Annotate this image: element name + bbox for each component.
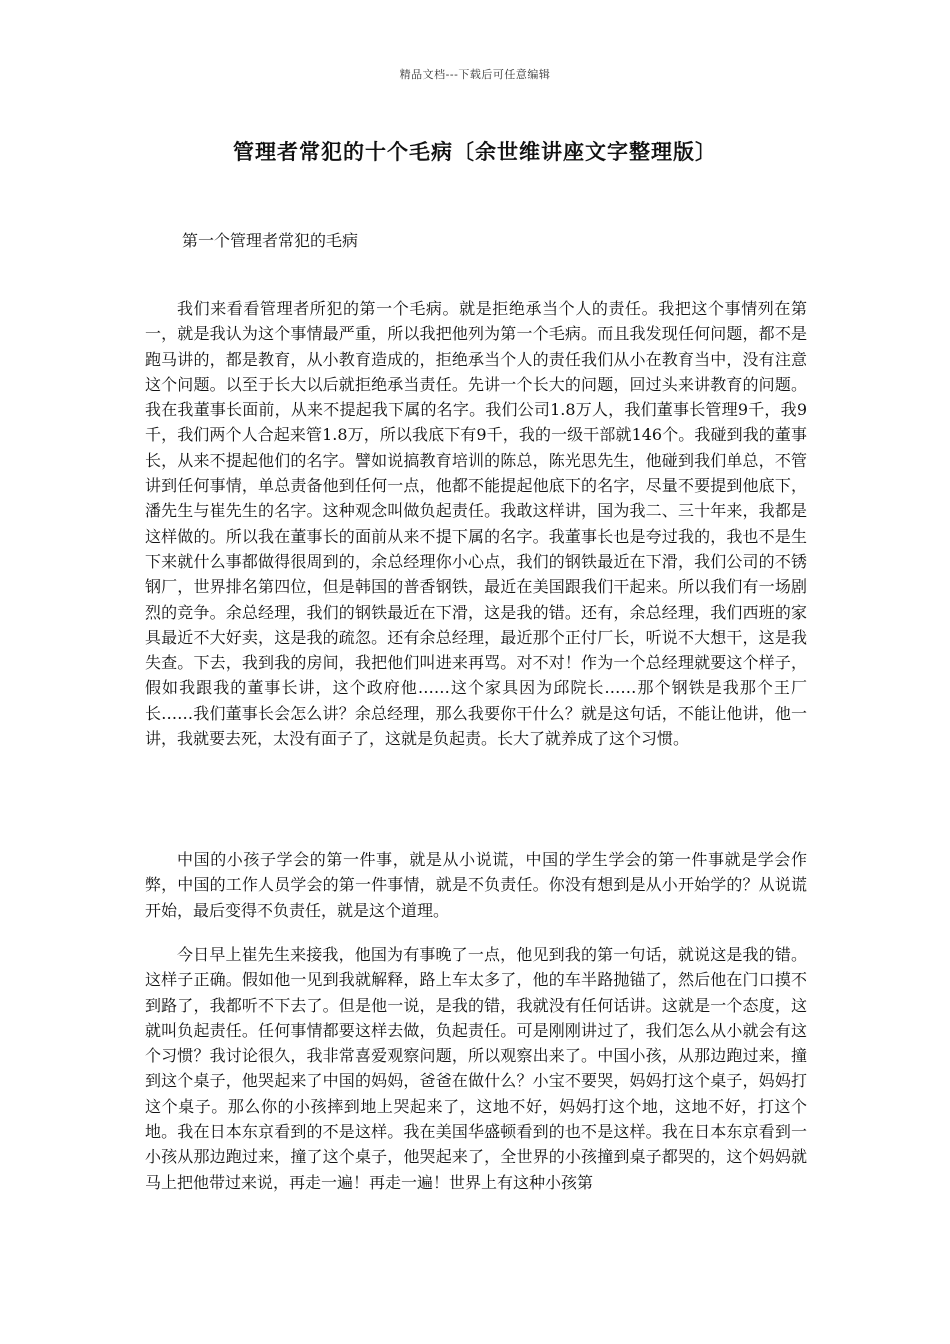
body-paragraph: 今日早上崔先生来接我，他国为有事晚了一点，他见到我的第一句话，就说这是我的错。这样子正确。假如他一见到我就解释，路上车太多了，他的车半路抛锚了，然后他在门口摸不到路了，我都听不下去了。但是他一说，是我的错，我就没有任何话讲。这就是一个态度，这就叫负起责任。任何事情都要这样去做，负起责任。可是刚刚讲过了，我们怎么从小就会有这个习惯？我讨论很久，我非常喜爱观察问题，所以观察出来了。中国小孩，从那边跑过来，撞到这个桌子，他哭起来了中国的妈妈，爸爸在做什么？小宝不要哭，妈妈打这个桌子，妈妈打这个桌子。那么你的小孩摔到地上哭起来了，这地不好，妈妈打这个地，这地不好，打这个地。我在日本东京看到的不是这样。我在美国华盛顿看到的也不是这样。我在日本东京看到一小孩从那边跑过来，撞了这个桌子，他哭起来了，全世界的小孩撞到桌子都哭的，这个妈妈就马上把他带过来说，再走一遍！再走一遍！世界上有这种小孩第 — [145, 945, 807, 1192]
header-note: 精品文档---下载后可任意编辑 — [399, 68, 551, 81]
section-heading: 第一个管理者常犯的毛病 — [182, 231, 359, 250]
body-paragraph: 中国的小孩子学会的第一件事，就是从小说谎，中国的学生学会的第一件事就是学会作弊，中国的工作人员学会的第一件事情，就是不负责任。你没有想到是从小开始学的？从说谎开始，最后变得不负责任，就是这个道理。 — [145, 850, 807, 920]
document-title: 管理者常犯的十个毛病〔余世维讲座文字整理版〕 — [233, 139, 717, 164]
body-paragraph: 我们来看看管理者所犯的第一个毛病。就是拒绝承当个人的责任。我把这个事情列在第一，就是我认为这个事情最严重，所以我把他列为第一个毛病。而且我发现任何问题，都不是跑马讲的，都是教育，从小教育造成的，拒绝承当个人的责任我们从小在教育当中，没有注意这个问题。以至于长大以后就拒绝承当责任。先讲一个长大的问题，回过头来讲教育的问题。我在我董事长面前，从来不提起我下属的名字。我们公司1.8万人，我们董事长管理9千，我9千，我们两个人合起来管1.8万，所以我底下有9千，我的一级干部就146个。我碰到我的董事长，从来不提起他们的名字。譬如说搞教育培训的陈总，陈光思先生，他碰到我们单总，不管讲到任何事情，单总责备他到任何一点，他都不能提起他底下的名字，尽量不要提到他底下，潘先生与崔先生的名字。这种观念叫做负起责任。我敢这样讲，国为我二、三十年来，我都是这样做的。所以我在董事长的面前从来不提下属的名字。我董事长也是夸过我的，我也不是生下来就什么事都做得很周到的，余总经理你小心点，我们的钢铁最近在下滑，我们公司的不锈钢厂，世界排名第四位，但是韩国的普香钢铁，最近在美国跟我们干起来。所以我们有一场剧烈的竞争。余总经理，我们的钢铁最近在下滑，这是我的错。还有，余总经理，我们西班的家具最近不大好卖，这是我的疏忽。还有余总经理，最近那个正付厂长，听说不大想干，这是我失查。下去，我到我的房间，我把他们叫进来再骂。对不对！作为一个总经理就要这个样子，假如我跟我的董事长讲，这个政府他……这个家具因为邱院长……那个钢铁是我那个王厂长……我们董事长会怎么讲？余总经理，那么我要你干什么？就是这句话，不能让他讲，他一讲，我就要去死，太没有面子了，这就是负起责。长大了就养成了这个习惯。 — [145, 299, 807, 749]
